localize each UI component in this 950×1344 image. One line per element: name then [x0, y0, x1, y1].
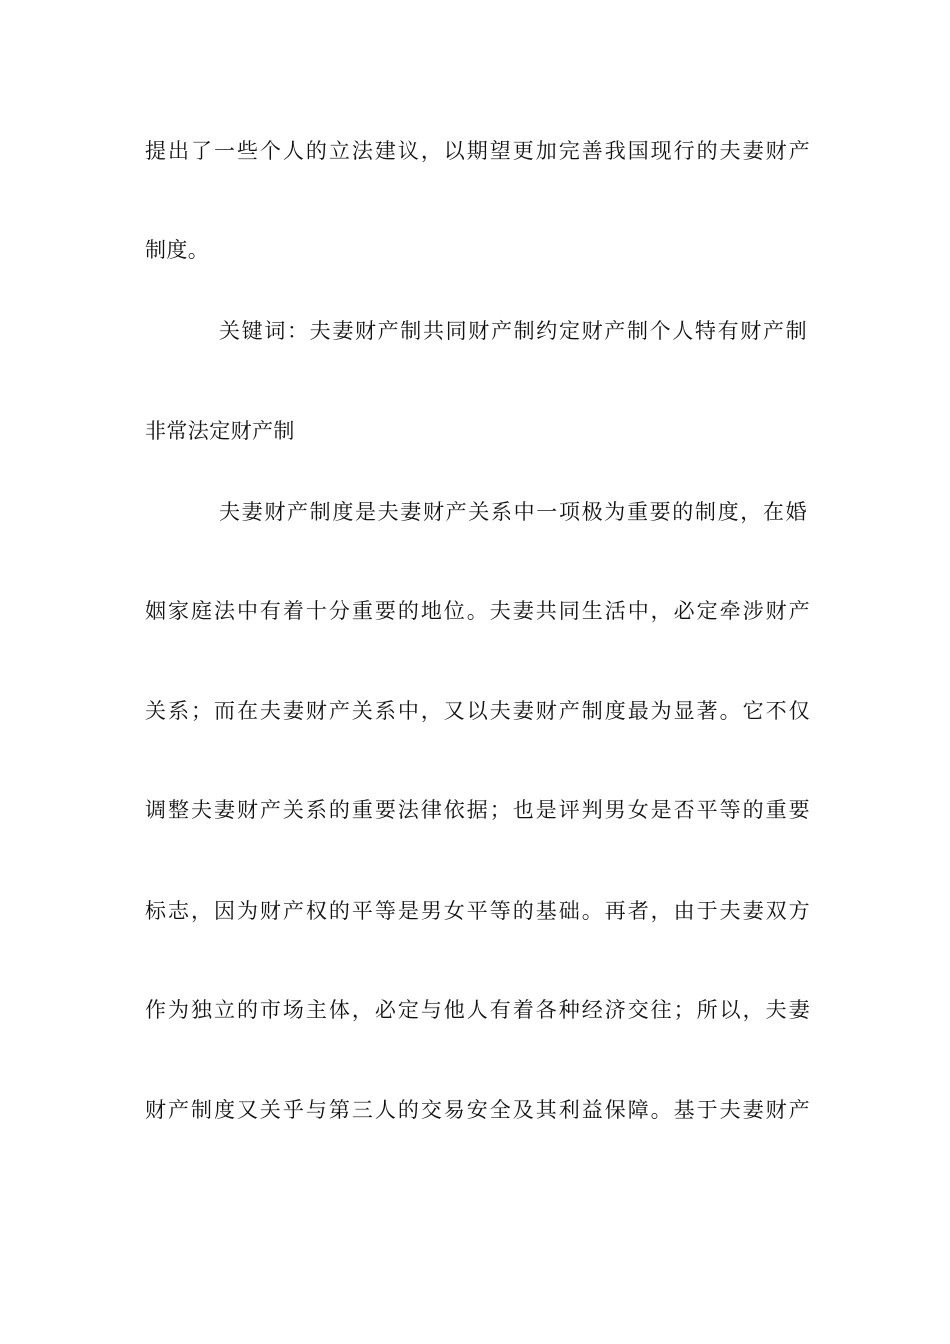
paragraph-line-1: 提出了一些个人的立法建议，以期望更加完善我国现行的夫妻财产	[145, 139, 810, 163]
body-paragraph-line-1: 夫妻财产制度是夫妻财产关系中一项极为重要的制度，在婚	[219, 500, 807, 524]
body-paragraph-line-3: 关系；而在夫妻财产关系中，又以夫妻财产制度最为显著。它不仅	[145, 699, 810, 723]
body-paragraph-line-4: 调整夫妻财产关系的重要法律依据；也是评判男女是否平等的重要	[145, 798, 810, 822]
body-paragraph-line-7: 财产制度又关乎与第三人的交易安全及其利益保障。基于夫妻财产	[145, 1098, 810, 1122]
body-paragraph-line-6: 作为独立的市场主体，必定与他人有着各种经济交往；所以，夫妻	[145, 998, 810, 1022]
body-paragraph-line-2: 姻家庭法中有着十分重要的地位。夫妻共同生活中，必定牵涉财产	[145, 599, 810, 623]
keywords-line: 关键词：夫妻财产制共同财产制约定财产制个人特有财产制	[219, 319, 807, 343]
paragraph-line-2: 制度。	[145, 238, 210, 262]
body-paragraph-line-5: 标志，因为财产权的平等是男女平等的基础。再者，由于夫妻双方	[145, 899, 810, 923]
keywords-continuation: 非常法定财产制	[145, 419, 295, 443]
